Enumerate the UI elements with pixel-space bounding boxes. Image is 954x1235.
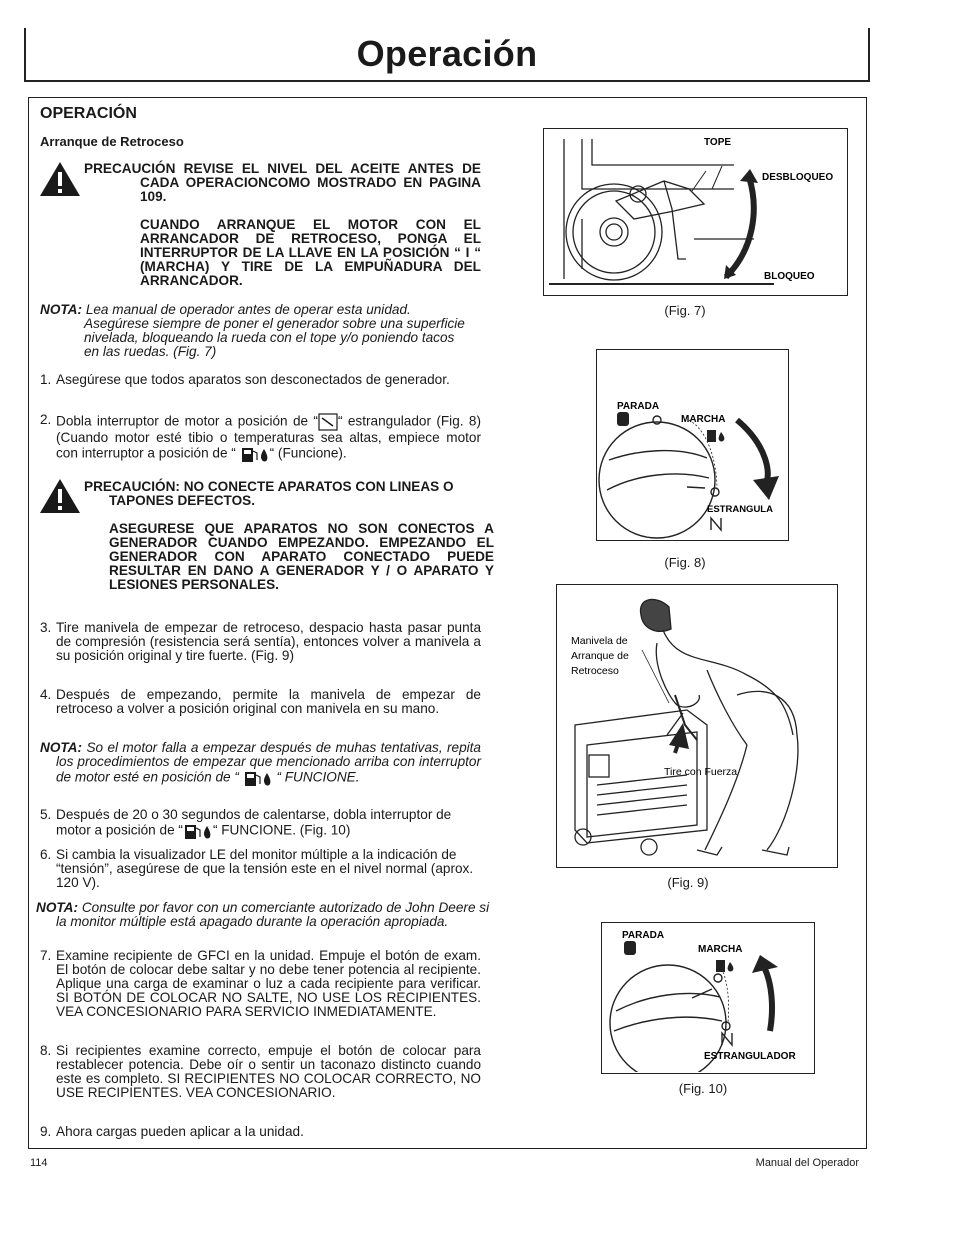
step-number: 5. — [40, 807, 52, 822]
step-number: 6. — [40, 847, 52, 862]
fig9-label-manivela-2: Arranque de — [571, 650, 629, 662]
step-number: 7. — [40, 948, 52, 963]
page-header — [24, 28, 870, 82]
figure-7 — [543, 128, 848, 296]
fuel-run-icon — [716, 960, 733, 972]
figure-10 — [601, 922, 815, 1074]
note-1-text: Lea manual de operador antes de operar esta unidad. Asegúrese siempre de poner el generador sobre una superficie nivelada, bloqueando la rueda con el tope y/o poniendo tacos en las ruedas. (Fig. 7) — [84, 302, 465, 359]
note-3-label: NOTA: — [36, 900, 79, 915]
fig10-label-estrangulador: ESTRANGULADOR — [704, 1051, 796, 1062]
step-text: Después de empezando, permite la manivela de empezar de retroceso a volver a posición original con manivela en su mano. — [56, 687, 481, 716]
caution-2-p1: PRECAUCIÓN: NO CONECTE APARATOS CON LINEAS O TAPONES DEFECTOS. — [84, 479, 454, 508]
step-number: 8. — [40, 1043, 52, 1058]
fig8-label-parada: PARADA — [617, 401, 660, 412]
fig8-label-marcha: MARCHA — [681, 414, 726, 425]
step-9 — [40, 1125, 481, 1139]
fig9-caption: (Fig. 9) — [667, 875, 709, 890]
step-5 — [40, 808, 481, 840]
note-2-text-a: So el motor falla a empezar después de muhas tentativas, repita los procedimientos de empezar que mencionado arriba con interruptor de motor esté en posición de “ — [56, 740, 481, 785]
engine-switch-choke-illustration — [597, 350, 787, 539]
caution-1-p2: CUANDO ARRANQUE EL MOTOR CON EL ARRANCADOR DE RETROCESO, PONGA EL INTERRUPTOR DE LA LLAVE EN LA POSICIÓN “ I “ (MARCHA) Y TIRE DE LA EMPUÑADURA DEL ARRANCADOR. — [140, 217, 481, 288]
step-text — [56, 413, 481, 463]
step-5-text-a: Después de 20 o 30 segundos de calentarse, dobla interruptor de motor a posición de “ — [56, 807, 452, 838]
fig9-label-manivela-1: Manivela de — [571, 635, 628, 647]
step-7 — [40, 949, 481, 1019]
fuel-run-icon — [183, 822, 213, 840]
footer-manual-title: Manual del Operador — [755, 1157, 859, 1169]
fig8-label-estrangula: ESTRANGULA — [707, 504, 773, 515]
step-text: Asegúrese que todos aparatos son desconectados de generador. — [56, 372, 450, 387]
step-number: 1. — [40, 372, 52, 387]
choke-symbol-icon — [711, 518, 721, 530]
caution-1-p1: PRECAUCIÓN REVISE EL NIVEL DEL ACEITE ANTES DE CADA OPERACIONCOMO MOSTRADO EN PAGINA 109. — [84, 161, 481, 204]
note-3-text: Consulte por favor con un comerciante autorizado de John Deere si la monitor múltiple está apagado durante la operación apropiada. — [56, 900, 490, 929]
fig7-label-tope: TOPE — [704, 137, 732, 148]
fig9-label-tire: Tire con Fuerza — [664, 766, 738, 778]
step-8 — [40, 1044, 481, 1100]
fuel-run-icon — [707, 430, 724, 442]
section-subtitle: Arranque de Retroceso — [40, 134, 184, 149]
fig8-caption: (Fig. 8) — [664, 555, 706, 570]
step-number: 2. — [40, 412, 52, 427]
step-5-text-b: “ FUNCIONE. (Fig. 10) — [212, 822, 351, 838]
note-2-label: NOTA: — [40, 740, 83, 755]
step-1 — [40, 373, 481, 387]
fig7-caption: (Fig. 7) — [664, 303, 706, 318]
step-number: 9. — [40, 1124, 52, 1139]
pull-starter-illustration — [557, 585, 836, 866]
warning-icon — [38, 160, 82, 198]
note-2 — [40, 741, 481, 787]
step-text — [56, 808, 481, 840]
page-number: 114 — [30, 1157, 48, 1169]
wheel-stopper-illustration — [544, 129, 846, 294]
step-2 — [40, 413, 481, 463]
note-1-label: NOTA: — [40, 302, 83, 317]
fuel-run-icon — [243, 769, 273, 787]
step-2-text-b: “ estrangulador (Fig. 8) (Cuando motor esté tibio o temperaturas sea altas, empiece motor con interruptor a posición de “ — [56, 413, 481, 461]
caution-1-text-1 — [84, 162, 481, 204]
step-6 — [40, 848, 481, 890]
fig7-label-bloqueo: BLOQUEO — [764, 271, 815, 282]
step-text: Tire manivela de empezar de retroceso, despacio hasta pasar punta de compresión (resistencia será sentía), entonces volver a manivela a su posición original y tire fuerte. (Fig. 9) — [56, 620, 481, 663]
figure-9 — [556, 584, 838, 868]
note-3 — [36, 901, 496, 929]
step-text: Ahora cargas pueden aplicar a la unidad. — [56, 1124, 304, 1139]
fig10-label-marcha: MARCHA — [698, 944, 743, 955]
note-1 — [40, 303, 470, 359]
step-number: 3. — [40, 620, 52, 635]
step-2-text-c: “ (Funcione). — [269, 445, 347, 461]
choke-icon — [318, 413, 338, 431]
step-2-text-a: Dobla interruptor de motor a posición de “ — [56, 413, 318, 429]
fig10-caption: (Fig. 10) — [678, 1081, 728, 1096]
caution-2-p2: ASEGURESE QUE APARATOS NO SON CONECTOS A GENERADOR CUANDO EMPEZANDO. EMPEZANDO EL GENERADOR CON APARATO CONECTADO PUEDE RESULTAR EN DANO A GENERADOR Y / O APARATO Y LESIONES PERSONALES. — [109, 521, 494, 592]
step-text: Si recipientes examine correcto, empuje el botón de colocar para restablecer potencia. Debe oír o sentir un taconazo distincto cuando este es completo. SI RECIPIENTES NO COLOCAR CORRECTO, NO USE RECIPIENTES. VEA CONCESIONARIO. — [56, 1043, 481, 1100]
step-number: 4. — [40, 687, 52, 702]
page-title: Operación — [356, 33, 538, 74]
fig10-label-parada: PARADA — [622, 930, 665, 941]
step-text: Si cambia la visualizador LE del monitor múltiple a la indicación de “tensión”, asegúrese de que la tensión este en el nivel normal (aprox. 120 V). — [56, 847, 474, 890]
engine-switch-run-illustration — [602, 923, 813, 1072]
step-3 — [40, 621, 481, 663]
warning-icon — [38, 477, 82, 515]
figure-8 — [596, 349, 789, 541]
fig9-label-manivela-3: Retroceso — [571, 665, 619, 677]
fig7-label-desbloqueo: DESBLOQUEO — [762, 172, 834, 183]
note-2-text-b: “ FUNCIONE. — [276, 769, 360, 785]
fuel-run-icon — [240, 445, 270, 463]
step-text: Examine recipiente de GFCI en la unidad. Empuje el botón de exam. El botón de colocar debe saltar y no debe tener potencia al recipiente. Aplique una carga de examinar o luz a cada recipiente para verificar. SI BOTÓN DE COLOCAR NO SALTE, NO USE LOS RECIPIENTES. VEA CONCESIONARIO PARA SERVICIO INMEDIATAMENTE. — [56, 948, 481, 1019]
step-4 — [40, 688, 481, 716]
section-title: OPERACIÓN — [40, 105, 137, 122]
